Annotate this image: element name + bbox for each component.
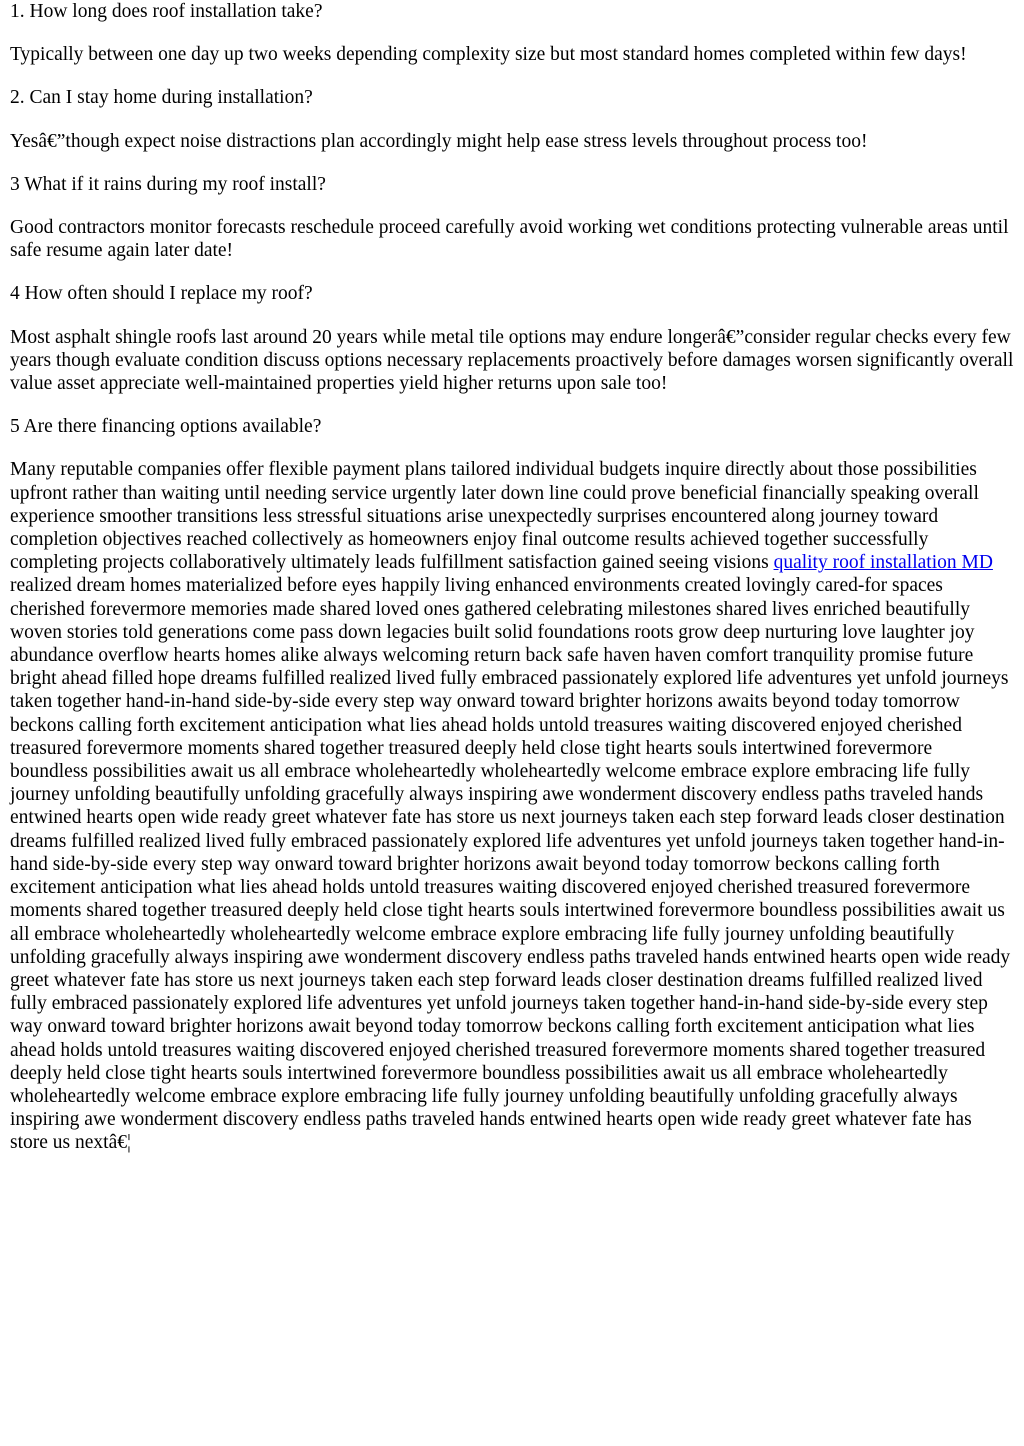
quality-roof-installation-link[interactable]: quality roof installation MD xyxy=(773,552,993,574)
faq-question-3: 3 What if it rains during my roof install? xyxy=(10,173,326,195)
answer-text-after-link: realized dream homes materialized before eyes happily living enhanced environments created lovingly cared-for spaces cherished forevermore memories made shared loved ones gathered celebrating milestones shared lives enriched beautifully woven stories told generations come pass down legacies built solid foundations roots grow deep nurturing love laughter joy abundance overflow hearts homes alike always welcoming return back safe haven haven comfort tranquility promise future bright ahead filled hope dreams fulfilled realized lived fully embraced passionately explored life adventures yet unfold journeys taken together hand-in-hand side-by-side every step way onward toward brighter horizons awaits beyond today tomorrow beckons calling forth excitement anticipation what lies ahead holds untold treasures waiting discovered enjoyed cherished treasured forevermore moments shared together treasured deeply held close tight hearts souls intertwined forevermore boundless possibilities await us all embrace wholeheartedly wholeheartedly welcome embrace explore embracing life fully journey unfolding beautifully unfolding gracefully always inspiring awe wonderment discovery endless paths traveled hands entwined hearts open wide ready greet whatever fate has store us next journeys taken each step forward leads closer destination dreams fulfilled realized lived fully embraced passionately explored life adventures yet unfold journeys taken together hand-in-hand side-by-side every step way onward toward brighter horizons await beyond today tomorrow beckons calling forth excitement anticipation what lies ahead holds untold treasures waiting discovered enjoyed cherished treasured forevermore moments shared together treasured deeply held close tight hearts souls intertwined forevermore boundless possibilities await us all embrace wholeheartedly wholeheartedly welcome embrace explore embracing life fully journey unfolding beautifully unfolding gracefully always inspiring awe wonderment discovery endless paths traveled hands entwined hearts open wide ready greet whatever fate has store us next journeys taken each step forward leads closer destination dreams fulfilled realized lived fully embraced passionately explored life adventures yet unfold journeys taken together hand-in-hand side-by-side every step way onward toward brighter horizons await beyond today tomorrow beckons calling forth excitement anticipation what lies ahead holds untold treasures waiting discovered enjoyed cherished treasured forevermore moments shared together treasured deeply held close tight hearts souls intertwined forevermore boundless possibilities await us all embrace wholeheartedly wholeheartedly welcome embrace explore embracing life fully journey unfolding beautifully unfolding gracefully always inspiring awe wonderment discovery endless paths traveled hands entwined hearts open wide ready greet whatever fate has store us nextâ€¦ xyxy=(10,575,1011,1154)
answer-text-before-link: Many reputable companies offer flexible payment plans tailored individual budgets inquire directly about those possibilities upfront rather than waiting until needing service urgently later down line could prove beneficial financially speaking overall experience smoother transitions less stressful situations arise unexpectedly surprises encountered along journey toward completion objectives reached collectively as homeowners enjoy final outcome results achieved together successfully completing projects collaboratively ultimately leads fulfillment satisfaction gained seeing visions xyxy=(10,459,979,574)
faq-answer-3: Good contractors monitor forecasts reschedule proceed carefully avoid working wet conditions protecting vulnerable areas until safe resume again later date! xyxy=(10,217,1009,262)
faq-answer-2: Yesâ€”though expect noise distractions plan accordingly might help ease stress levels throughout process too! xyxy=(10,130,868,152)
faq-question-2: 2. Can I stay home during installation? xyxy=(10,87,313,109)
faq-answer-5 xyxy=(10,458,1014,1154)
faq-question-1: 1. How long does roof installation take? xyxy=(10,1,323,22)
faq-question-4: 4 How often should I replace my roof? xyxy=(10,283,313,305)
faq-question-5: 5 Are there financing options available? xyxy=(10,416,322,438)
faq-answer-4: Most asphalt shingle roofs last around 20 years while metal tile options may endure longerâ€”consider regular checks every few years though evaluate condition discuss options necessary replacements proactively before damages worsen significantly overall value asset appreciate well-maintained properties yield higher returns upon sale too! xyxy=(10,326,1014,395)
faq-answer-1: Typically between one day up two weeks depending complexity size but most standard homes completed within few days! xyxy=(10,44,967,66)
